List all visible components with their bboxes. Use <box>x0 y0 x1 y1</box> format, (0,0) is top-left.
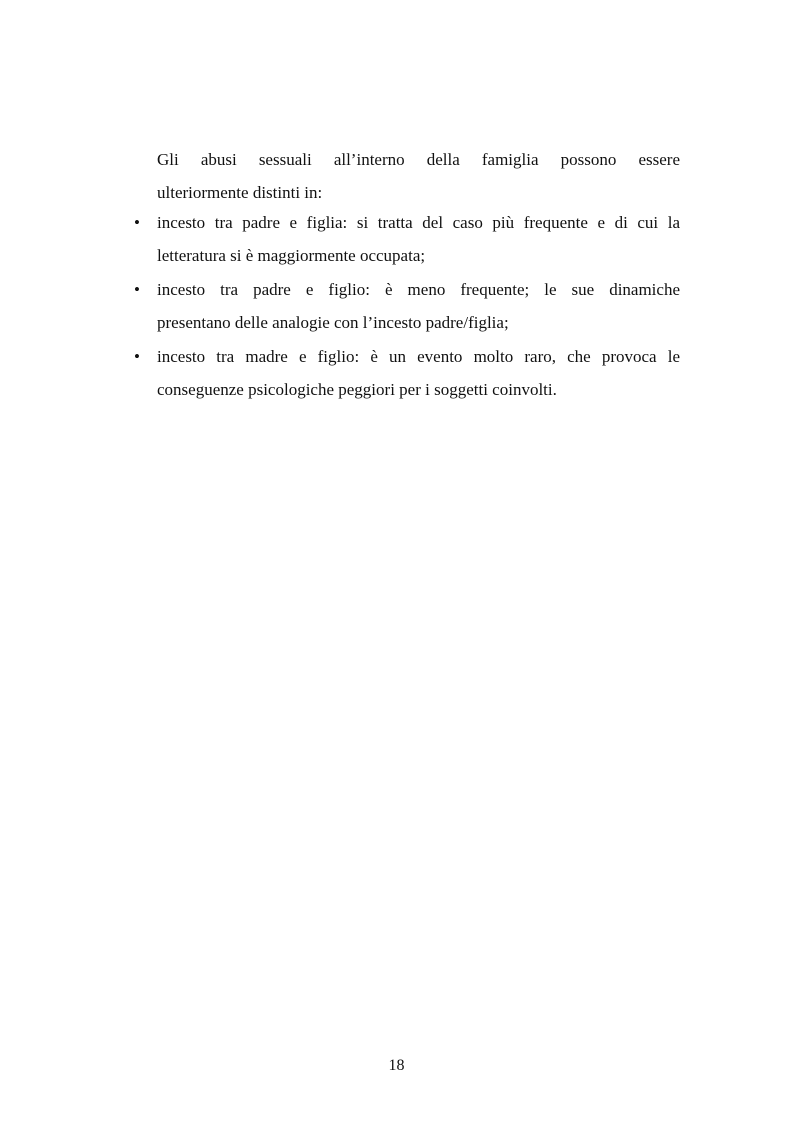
bullet-icon: • <box>134 347 140 366</box>
list-item-text <box>157 340 680 406</box>
intro-line: Gli abusi sessuali all’interno della famiglia possono essere <box>157 150 680 169</box>
list-item-text <box>157 273 680 339</box>
list-item-line: presentano delle analogie con l’incesto padre/figlia; <box>157 313 509 332</box>
list-item-line: incesto tra padre e figlio: è meno frequente; le sue dinamiche <box>157 280 680 299</box>
list-item-text <box>157 206 680 272</box>
list-item <box>0 273 793 339</box>
list-item-line: conseguenze psicologiche peggiori per i soggetti coinvolti. <box>157 380 557 399</box>
list-item-line: incesto tra madre e figlio: è un evento molto raro, che provoca le <box>157 347 680 366</box>
bullet-icon: • <box>134 280 140 299</box>
list-item <box>0 340 793 406</box>
list-item-line: incesto tra padre e figlia: si tratta del caso più frequente e di cui la <box>157 213 680 232</box>
list-item <box>0 206 793 272</box>
abuse-types-list <box>0 206 793 407</box>
bullet-icon: • <box>134 213 140 232</box>
intro-line: ulteriormente distinti in: <box>157 183 323 202</box>
page-number: 18 <box>388 1057 405 1074</box>
intro-paragraph <box>157 143 680 209</box>
list-item-line: letteratura si è maggiormente occupata; <box>157 246 426 265</box>
